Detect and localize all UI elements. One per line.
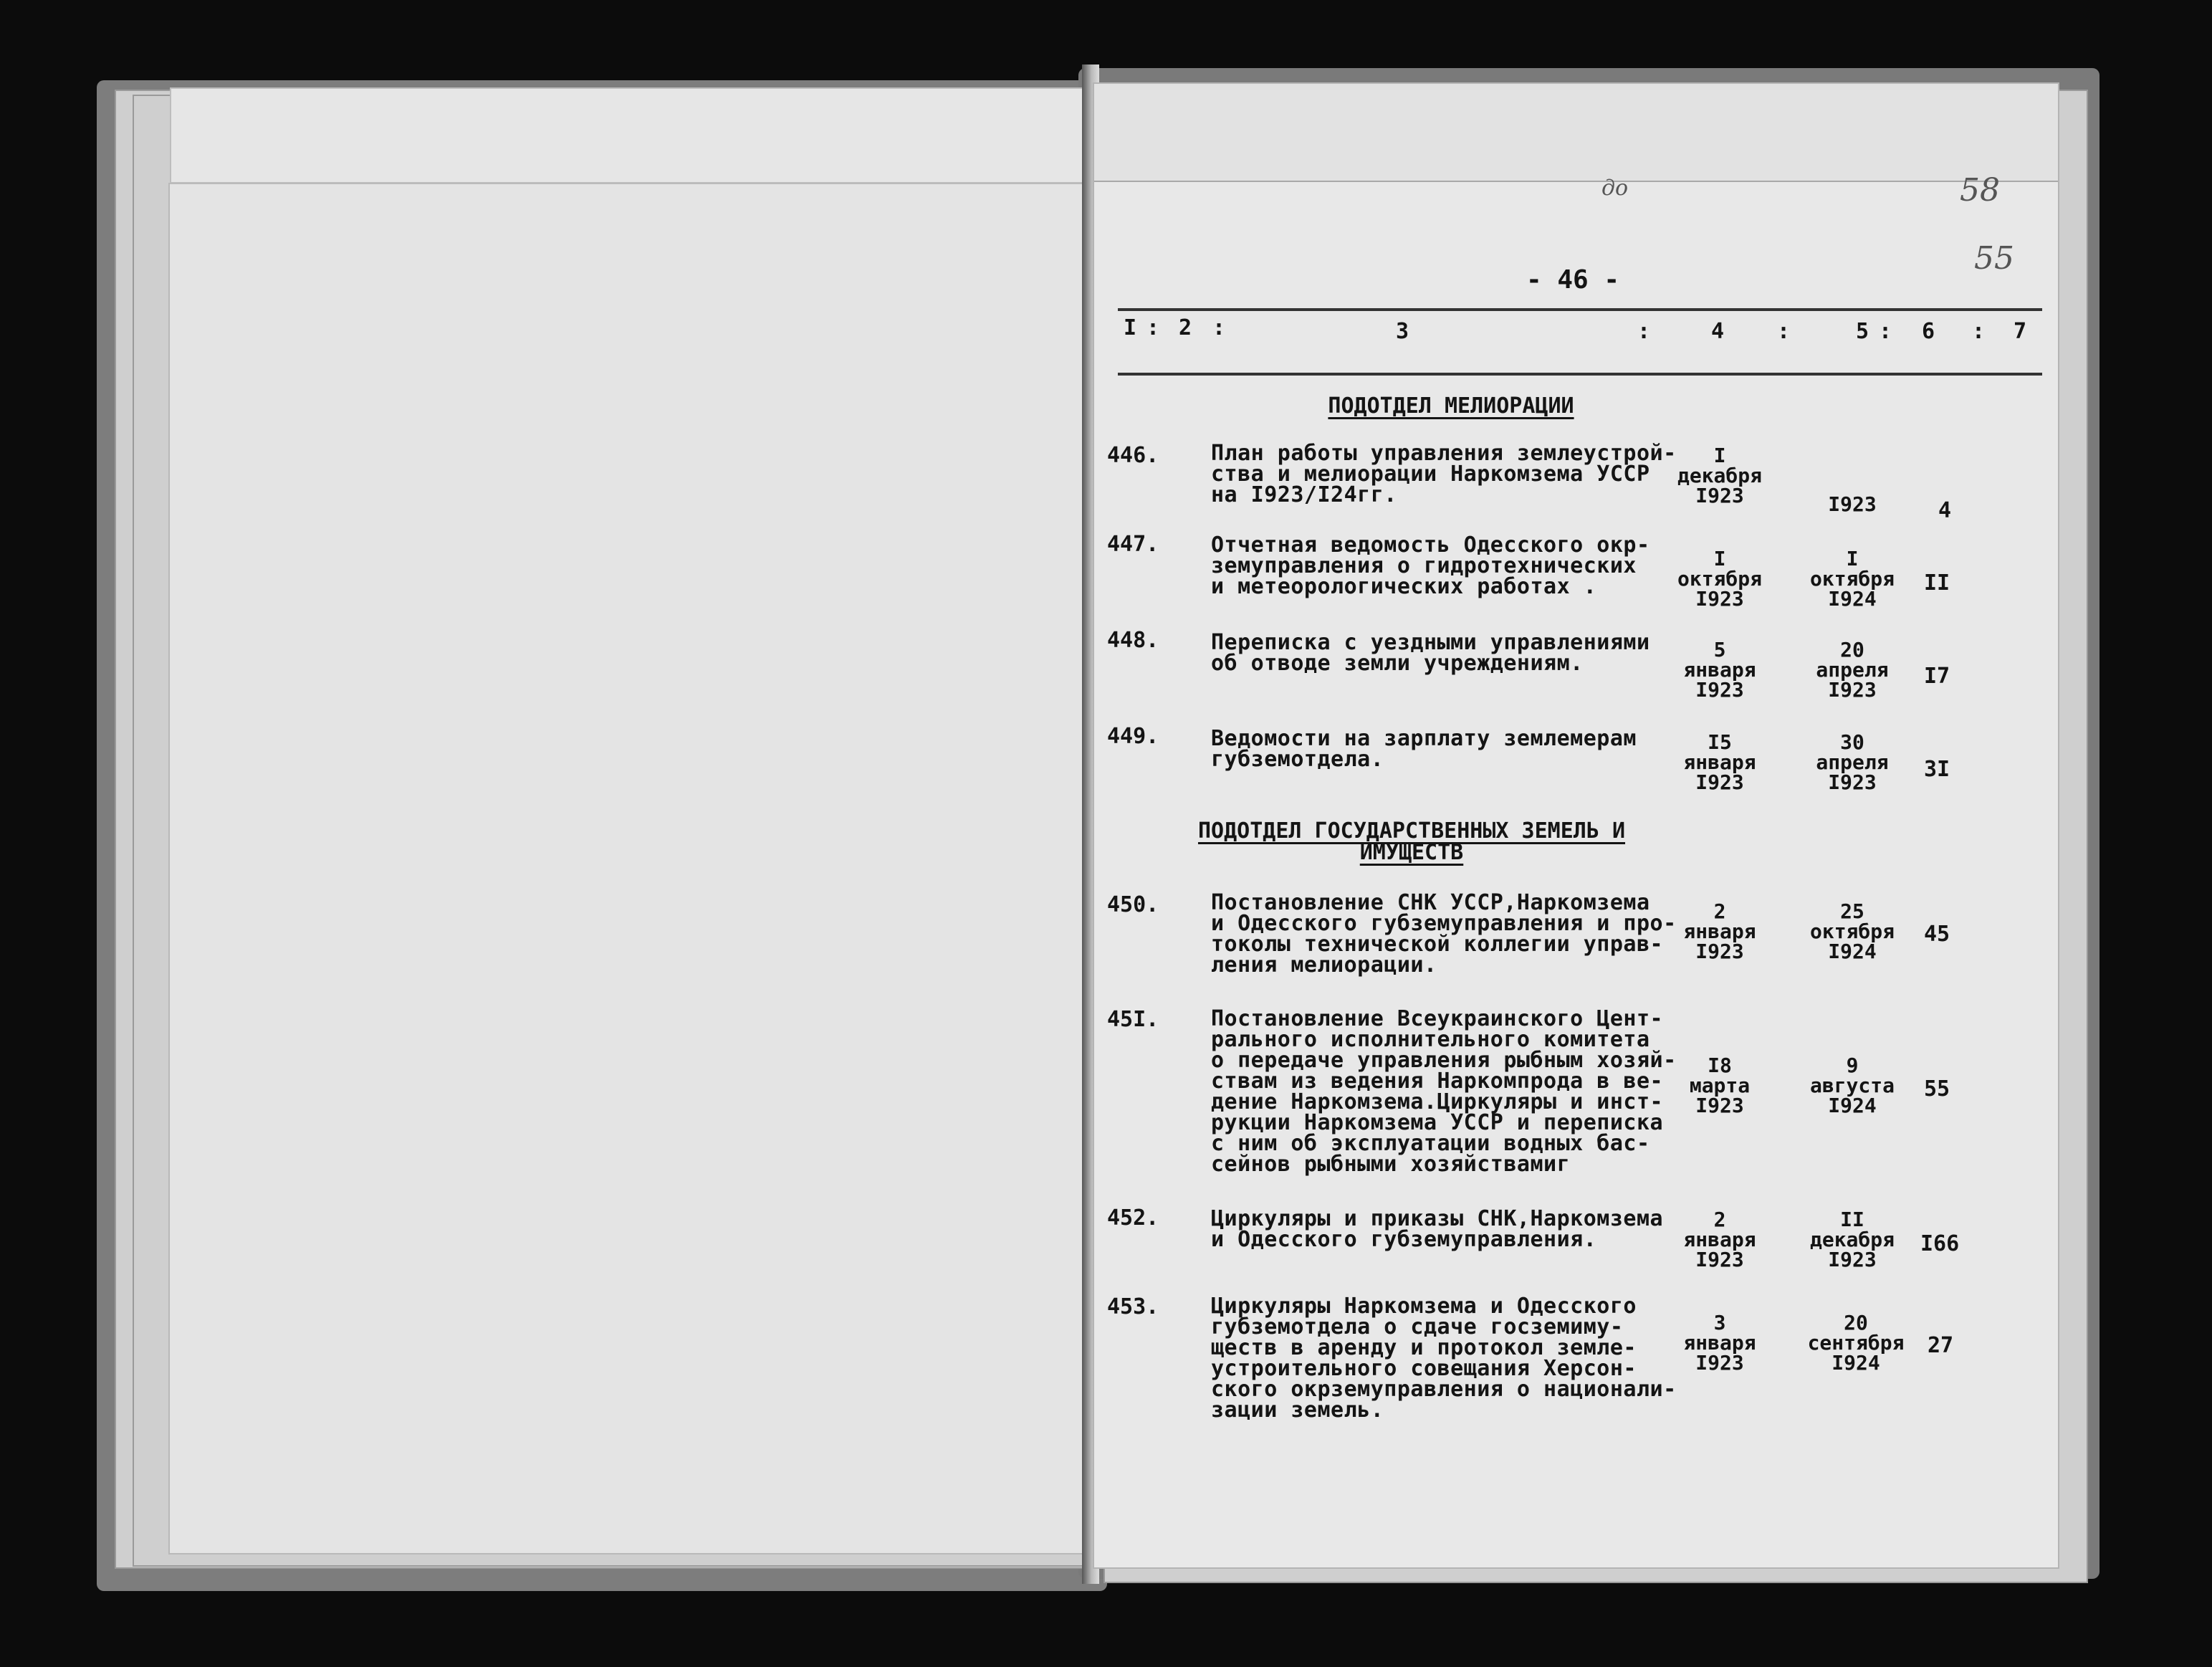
page-number: - 46 -: [1526, 265, 1620, 295]
entry-title: Постановление СНК УССР,Наркомзема и Одесского губземуправления и про- токолы технической коллегии управ- ления мелиорации.: [1211, 890, 1677, 978]
entry-start-date: 2 января I923: [1683, 899, 1756, 963]
col-separator: :: [1146, 315, 1160, 340]
entry-start-date: 5 января I923: [1683, 638, 1756, 702]
entry-start-date: I декабря I923: [1677, 444, 1762, 507]
entry-end-date: II декабря I923: [1809, 1208, 1895, 1271]
entry-number: 449.: [1107, 724, 1159, 749]
entry-number: 450.: [1107, 892, 1159, 917]
col-header-7: 7: [2014, 319, 2027, 344]
entry-end-date: I923: [1828, 492, 1877, 516]
entry-sheet-count: II: [1924, 570, 1950, 596]
entry-end-date: 30 апреля I923: [1816, 730, 1889, 794]
entry-start-date: I октября I923: [1677, 547, 1762, 611]
entry-number: 453.: [1107, 1294, 1159, 1319]
entry-title: План работы управления землеустрой- ства и мелиорации Наркомзема УССР на I923/I24гг.: [1211, 441, 1677, 507]
col-separator: :: [1777, 319, 1791, 344]
col-header-4: 4: [1711, 319, 1725, 344]
col-header-6: 6: [1922, 319, 1935, 344]
col-separator: :: [1637, 319, 1651, 344]
entry-sheet-count: I7: [1924, 664, 1950, 689]
entry-sheet-count: 3I: [1924, 757, 1950, 782]
entry-sheet-count: 45: [1924, 922, 1950, 947]
entry-start-date: I5 января I923: [1683, 730, 1756, 794]
right-page-top-fold: [1094, 84, 2058, 182]
section-title: ПОДОТДЕЛ ГОСУДАРСТВЕННЫХ ЗЕМЕЛЬ И ИМУЩЕСТВ: [1197, 818, 1626, 865]
section-title: ПОДОТДЕЛ МЕЛИОРАЦИИ: [1328, 393, 1574, 419]
col-separator: :: [1972, 319, 1986, 344]
col-separator: :: [1879, 319, 1892, 344]
handwritten-folio-number: 58: [1960, 172, 2000, 209]
handwritten-folio-number-2: 55: [1974, 240, 2014, 277]
entry-end-date: 9 августа I924: [1809, 1054, 1895, 1117]
entry-sheet-count: I66: [1920, 1231, 1960, 1256]
entry-title: Отчетная ведомость Одесского окр- земуправления о гидротехнических и метеорологических работах .: [1211, 532, 1650, 599]
entry-title: Циркуляры и приказы СНК,Наркомзема и Одесского губземуправления.: [1211, 1206, 1664, 1252]
col-header-2: 2: [1179, 315, 1192, 340]
entry-title: Переписка с уездными управлениями об отводе земли учреждениям.: [1211, 630, 1650, 676]
entry-sheet-count: 55: [1924, 1076, 1950, 1102]
left-page-blank: [168, 183, 1096, 1554]
entry-end-date: 20 сентября I924: [1807, 1311, 1905, 1375]
entry-number: 452.: [1107, 1205, 1159, 1231]
entry-end-date: I октября I924: [1809, 547, 1895, 611]
entry-title: Ведомости на зарплату землемерам губземотдела.: [1211, 726, 1637, 772]
entry-title: Постановление Всеукраинского Цент- рального исполнительного комитета о передаче управления рыбным хозяй- ствам из ведения Наркомпрода в ве- дение Наркомзема.Циркуляры и инст- рукции Наркомзема УССР и переписка с ним об эксплуатации водных бас- сейнов рыбными хозяйствамиг: [1211, 1006, 1677, 1177]
header-rule-bottom: [1118, 373, 2042, 376]
entry-sheet-count: 27: [1928, 1333, 1954, 1358]
entry-sheet-count: 4: [1938, 498, 1952, 523]
header-rule-top: [1118, 308, 2042, 311]
col-separator: :: [1212, 315, 1226, 340]
entry-start-date: 2 января I923: [1683, 1208, 1756, 1271]
left-page-flap: [170, 87, 1097, 183]
entry-title: Циркуляры Наркомзема и Одесского губземотдела о сдаче госземиму- ществ в аренду и протокол земле- устроительного совещания Херсон- ского окрземуправления о национали- зации земель.: [1211, 1294, 1677, 1423]
col-header-5: 5: [1856, 319, 1869, 344]
entry-end-date: 20 апреля I923: [1816, 638, 1889, 702]
handwritten-mark: до: [1601, 176, 1629, 201]
entry-number: 447.: [1107, 532, 1159, 557]
col-header-3: 3: [1396, 319, 1409, 344]
entry-start-date: I8 марта I923: [1689, 1054, 1751, 1117]
entry-end-date: 25 октября I924: [1809, 899, 1895, 963]
col-header-1: I: [1124, 315, 1137, 340]
entry-number: 45I.: [1107, 1007, 1159, 1032]
entry-number: 448.: [1107, 628, 1159, 653]
entry-start-date: 3 января I923: [1683, 1311, 1756, 1375]
entry-number: 446.: [1107, 443, 1159, 468]
